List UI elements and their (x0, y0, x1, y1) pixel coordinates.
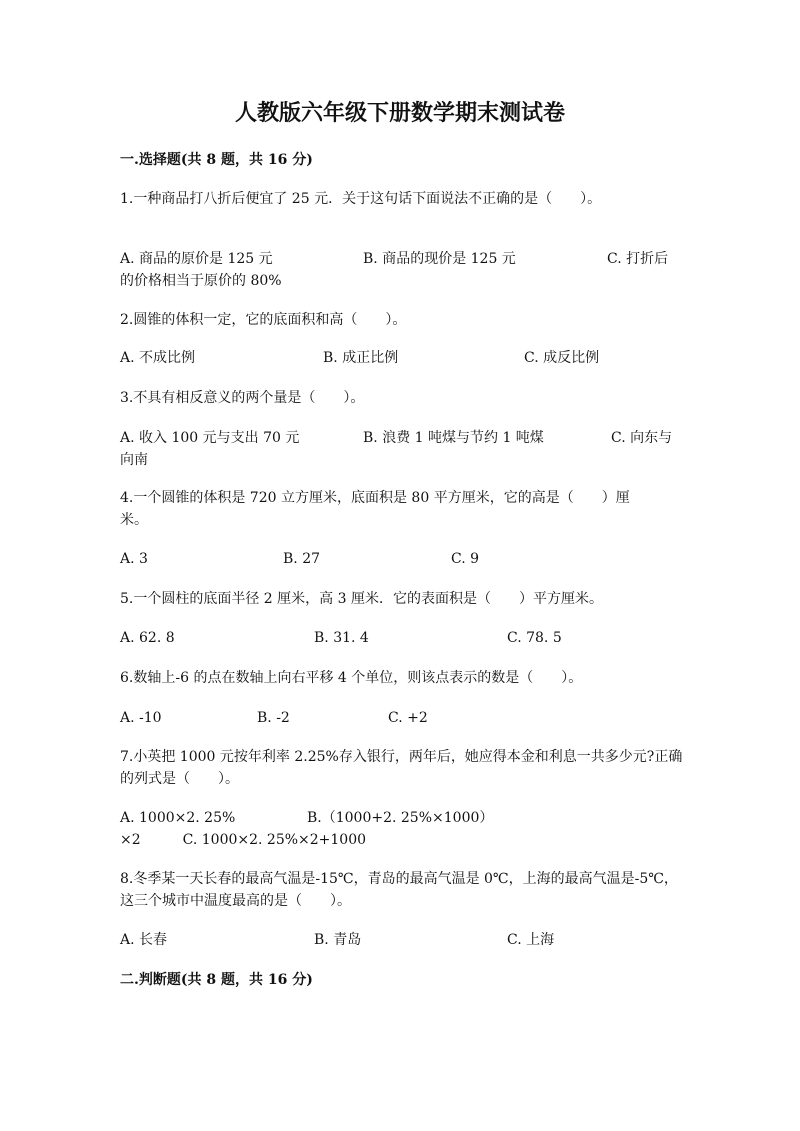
option-b[interactable]: B.（1000+2. 25%×1000） (307, 810, 494, 826)
question-6 (120, 667, 685, 689)
page-title: 人教版六年级下册数学期末测试卷 (234, 100, 565, 126)
option-a[interactable]: A. -10 (120, 710, 162, 726)
option-b[interactable]: B. 成正比例 (323, 350, 399, 366)
section-heading-choice: 一.选择题(共 8 题，共 16 分) (120, 152, 313, 168)
option-b[interactable]: B. 27 (283, 551, 321, 567)
question-text: 冬季某一天长春的最高气温是-15℃，青岛的最高气温是 0℃，上海的最高气温是-5℃，这三个城市中温度最高的是（ ）。 (120, 871, 678, 909)
option-c[interactable]: C. 打折后 (607, 251, 669, 267)
question-text: 小英把 1000 元按年利率 2.25%存入银行，两年后，她应得本金和利息一共多少元?正确的列式是（ ）。 (120, 749, 683, 787)
option-b[interactable]: B. 浪费 1 吨煤与节约 1 吨煤 (363, 430, 544, 446)
option-c-continued: 向南 (120, 452, 148, 468)
question-number: 6. (120, 670, 134, 686)
options-continued[interactable]: ×2 C. 1000×2. 25%×2+1000 (120, 832, 367, 848)
option-c[interactable]: C. +2 (388, 710, 428, 726)
question-2 (120, 309, 685, 331)
question-number: 3. (120, 390, 134, 406)
option-b[interactable]: B. -2 (257, 710, 290, 726)
question-text: 圆锥的体积一定，它的底面积和高（ ）。 (133, 312, 407, 328)
option-a[interactable]: A. 收入 100 元与支出 70 元 (120, 430, 300, 446)
question-text: 一种商品打八折后便宜了 25 元．关于这句话下面说法不正确的是（ ）。 (133, 191, 602, 207)
option-b[interactable]: B. 青岛 (314, 932, 362, 948)
option-c[interactable]: C. 上海 (507, 932, 555, 948)
section-heading-judgement: 二.判断题(共 8 题，共 16 分) (120, 972, 313, 988)
question-text: 一个圆柱的底面半径 2 厘米，高 3 厘米．它的表面积是（ ）平方厘米。 (133, 591, 603, 607)
option-a[interactable]: A. 商品的原价是 125 元 (120, 251, 273, 267)
question-number: 1. (120, 191, 134, 207)
question-text: 数轴上-6 的点在数轴上向右平移 4 个单位，则该点表示的数是（ ）。 (133, 670, 583, 686)
question-text: 一个圆锥的体积是 720 立方厘米，底面积是 80 平方厘米，它的高是（ ）厘米。 (120, 490, 630, 528)
option-a[interactable]: A. 62. 8 (120, 630, 175, 646)
question-number: 8. (120, 871, 134, 887)
question-4 (120, 487, 640, 531)
option-a[interactable]: A. 3 (120, 551, 148, 567)
question-3 (120, 387, 685, 409)
option-c[interactable]: C. 成反比例 (524, 350, 600, 366)
question-number: 5. (120, 591, 134, 607)
question-number: 7. (120, 749, 134, 765)
option-c-continued: 的价格相当于原价的 80% (120, 273, 282, 289)
question-1 (120, 188, 685, 210)
question-number: 4. (120, 490, 134, 506)
question-number: 2. (120, 312, 134, 328)
option-b[interactable]: B. 商品的现价是 125 元 (363, 251, 516, 267)
question-7 (120, 746, 685, 790)
option-a[interactable]: A. 不成比例 (120, 350, 196, 366)
option-a[interactable]: A. 1000×2. 25% (120, 810, 236, 826)
question-8 (120, 868, 685, 912)
option-c[interactable]: C. 78. 5 (507, 630, 562, 646)
option-b[interactable]: B. 31. 4 (314, 630, 369, 646)
option-a[interactable]: A. 长春 (120, 932, 168, 948)
option-c[interactable]: C. 9 (451, 551, 480, 567)
question-5 (120, 588, 685, 610)
option-c[interactable]: C. 向东与 (611, 430, 673, 446)
question-text: 不具有相反意义的两个量是（ ）。 (133, 390, 365, 406)
